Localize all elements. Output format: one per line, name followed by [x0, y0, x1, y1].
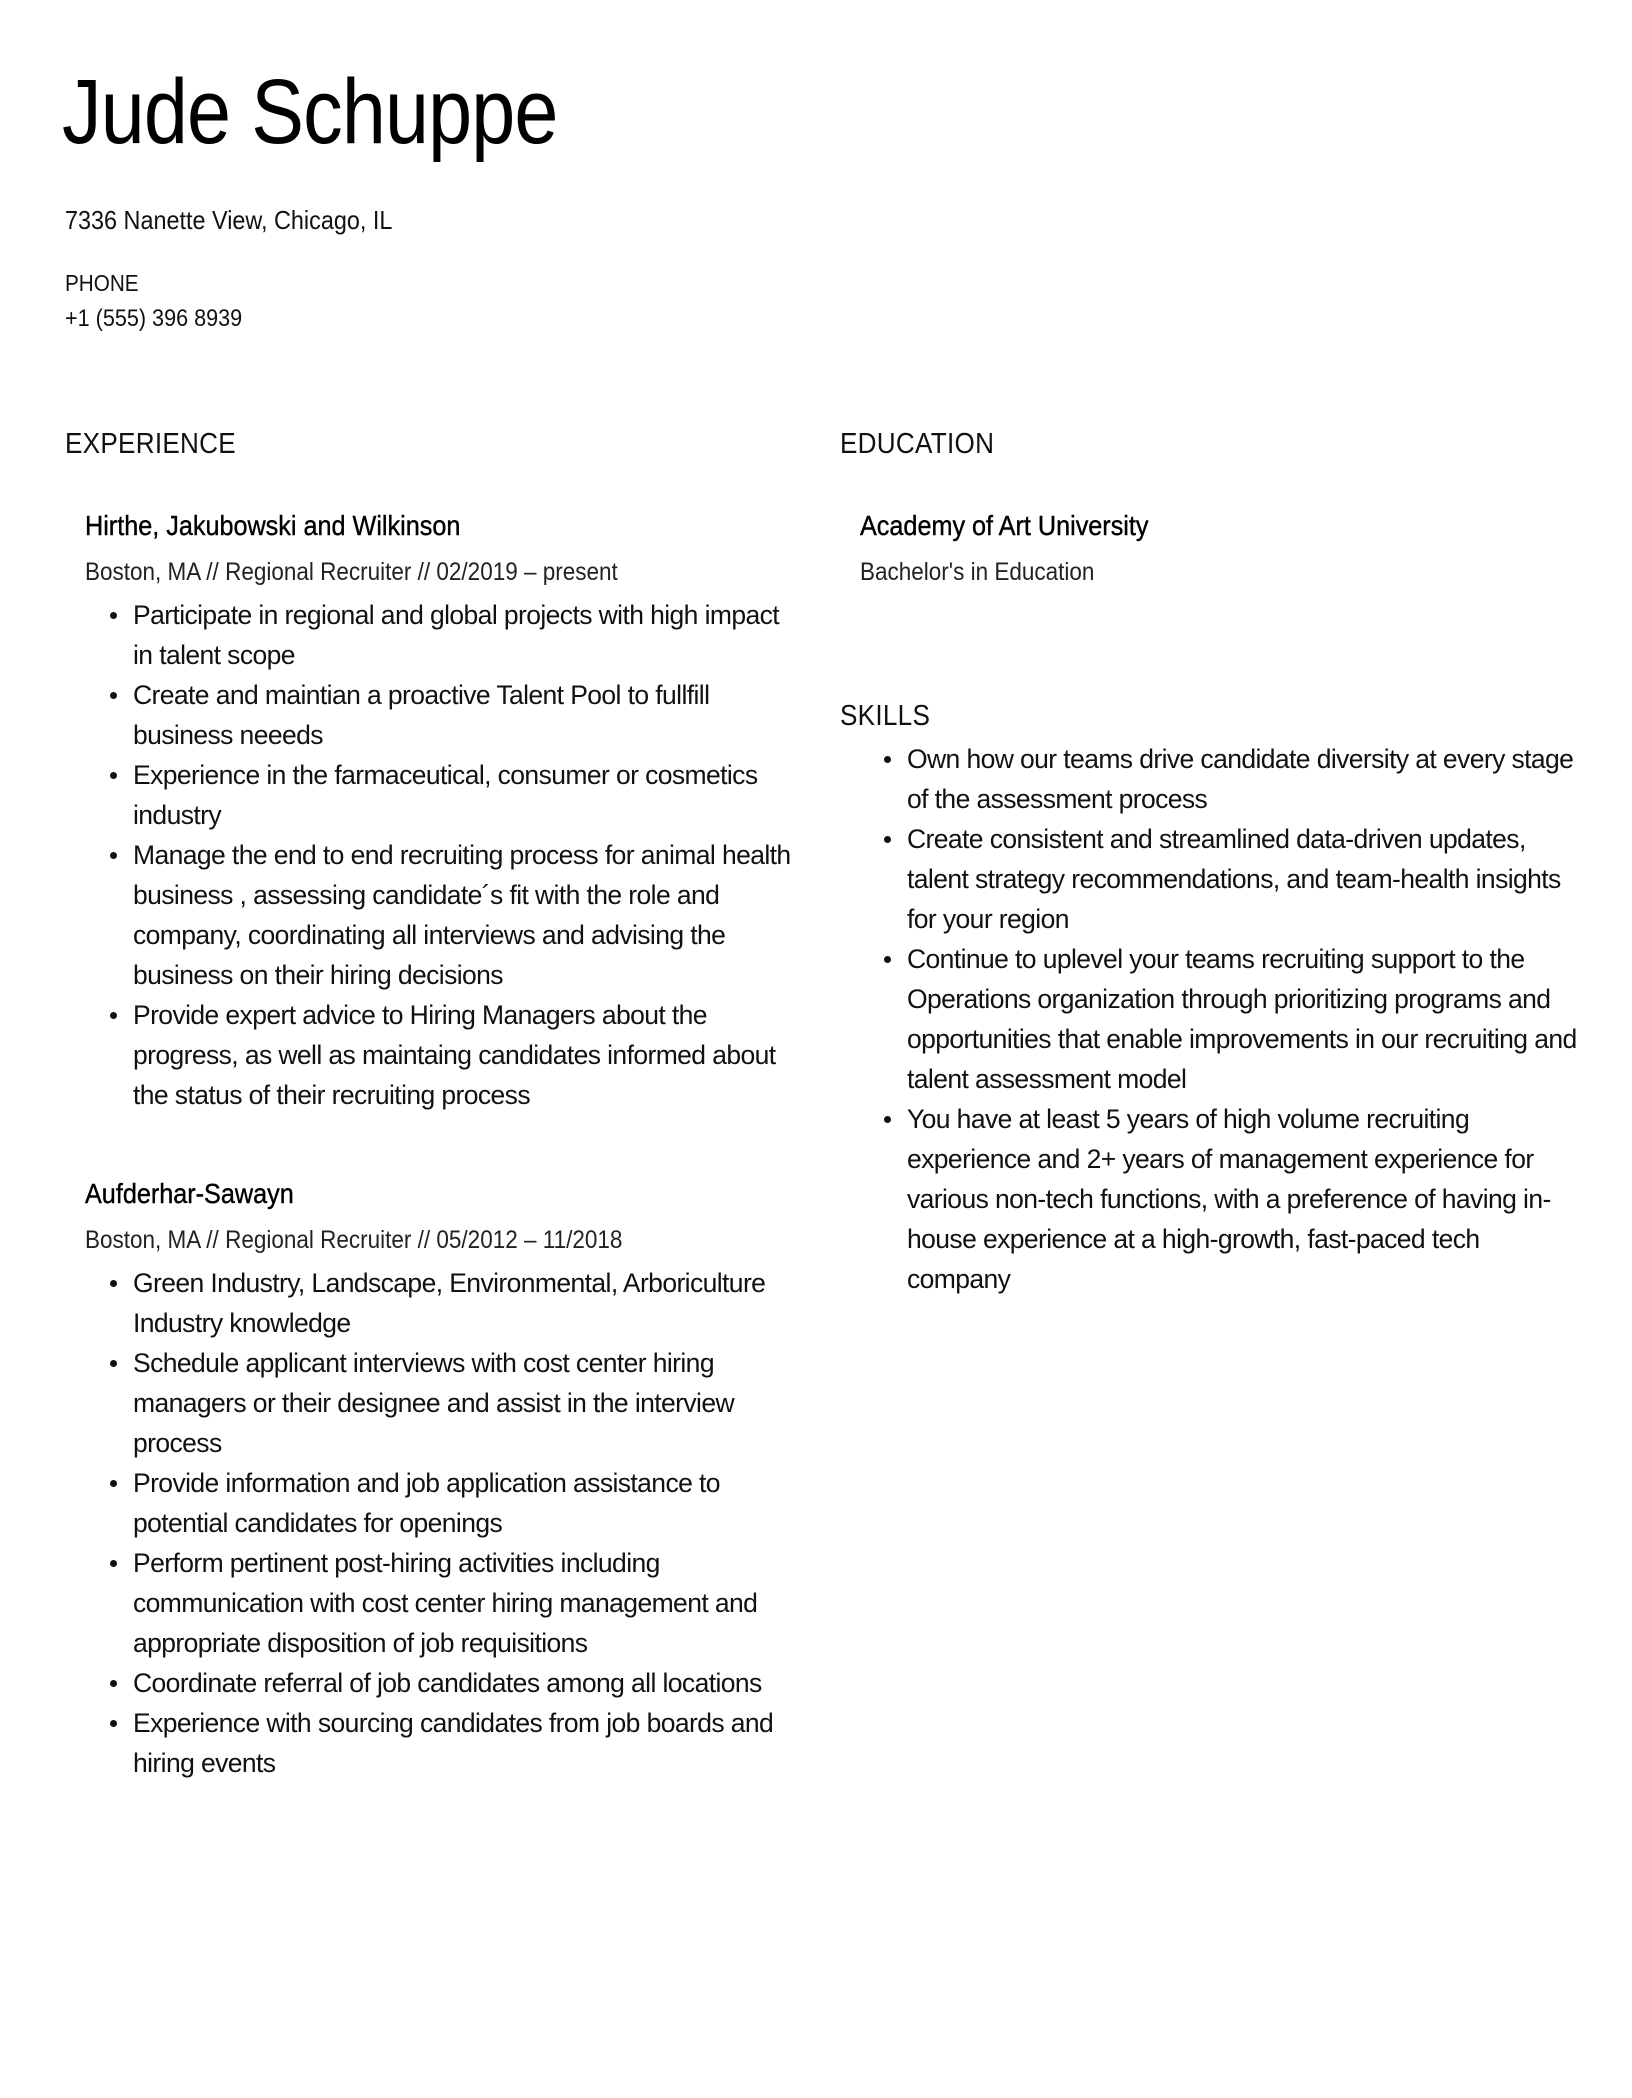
list-item [85, 675, 805, 755]
experience-entry [65, 1175, 805, 1783]
bullet-icon [110, 772, 117, 779]
experience-entry [65, 507, 805, 1115]
candidate-name: Jude Schuppe [62, 61, 558, 163]
bullet-icon [884, 956, 891, 963]
job-meta: Boston, MA // Regional Recruiter // 02/2019 – present [85, 558, 618, 586]
bullet-icon [884, 1116, 891, 1123]
list-item [85, 595, 805, 675]
bullet-icon [110, 1280, 117, 1287]
skill-text: Continue to uplevel your teams recruiting support to the Operations organization through prioritizing programs and opportunities that enable improvements in our recruiting and talent assessment model [907, 944, 1577, 1094]
bullet-text: Create and maintian a proactive Talent Pool to fullfill business neeeds [133, 680, 710, 750]
education-entry [840, 507, 1580, 591]
bullet-text: Provide expert advice to Hiring Managers about the progress, as well as maintaing candidates informed about the status of their recruiting process [133, 1000, 776, 1110]
bullet-icon [110, 852, 117, 859]
degree: Bachelor's in Education [860, 558, 1095, 586]
address: 7336 Nanette View, Chicago, IL [65, 205, 393, 235]
list-item [85, 1703, 805, 1783]
school-name: Academy of Art University [860, 510, 1149, 541]
list-item [85, 1463, 805, 1543]
list-item [840, 819, 1580, 939]
job-meta: Boston, MA // Regional Recruiter // 05/2012 – 11/2018 [85, 1226, 623, 1254]
list-item [85, 1343, 805, 1463]
experience-heading: EXPERIENCE [65, 428, 236, 460]
list-item [85, 1663, 805, 1703]
bullet-icon [110, 1720, 117, 1727]
list-item [85, 755, 805, 835]
company-name: Aufderhar-Sawayn [85, 1178, 294, 1209]
bullet-icon [110, 1012, 117, 1019]
list-item [840, 939, 1580, 1099]
skills-heading: SKILLS [840, 700, 931, 732]
job-bullet-list [85, 1263, 805, 1783]
skill-text: Create consistent and streamlined data-driven updates, talent strategy recommendations, and team-health insights for your region [907, 824, 1561, 934]
bullet-icon [110, 1560, 117, 1567]
list-item [85, 1543, 805, 1663]
list-item [840, 739, 1580, 819]
phone-number: +1 (555) 396 8939 [65, 305, 243, 332]
bullet-icon [110, 692, 117, 699]
list-item [840, 1099, 1580, 1299]
list-item [85, 995, 805, 1115]
bullet-text: Participate in regional and global projects with high impact in talent scope [133, 600, 780, 670]
bullet-text: Coordinate referral of job candidates among all locations [133, 1668, 762, 1698]
bullet-text: Manage the end to end recruiting process for animal health business , assessing candidate´s fit with the role and company, coordinating all interviews and advising the business on their hiring decisions [133, 840, 791, 990]
job-bullet-list [85, 595, 805, 1115]
bullet-text: Schedule applicant interviews with cost center hiring managers or their designee and assist in the interview process [133, 1348, 734, 1458]
bullet-text: Experience with sourcing candidates from job boards and hiring events [133, 1708, 774, 1778]
phone-label: PHONE [65, 270, 139, 296]
company-name: Hirthe, Jakubowski and Wilkinson [85, 510, 461, 541]
bullet-icon [884, 756, 891, 763]
bullet-icon [110, 1480, 117, 1487]
bullet-icon [884, 836, 891, 843]
bullet-icon [110, 1360, 117, 1367]
skill-text: You have at least 5 years of high volume recruiting experience and 2+ years of management experience for various non-tech functions, with a preference of having in-house experience at a high-growth, fast-paced tech company [907, 1104, 1551, 1294]
education-heading: EDUCATION [840, 428, 995, 460]
bullet-text: Perform pertinent post-hiring activities including communication with cost center hiring management and appropriate disposition of job requisitions [133, 1548, 758, 1658]
skills-list [840, 739, 1580, 1299]
bullet-icon [110, 612, 117, 619]
experience-section [65, 425, 805, 1783]
bullet-icon [110, 1680, 117, 1687]
right-column [840, 425, 1580, 1299]
list-item [85, 835, 805, 995]
list-item [85, 1263, 805, 1343]
bullet-text: Experience in the farmaceutical, consumer or cosmetics industry [133, 760, 758, 830]
bullet-text: Green Industry, Landscape, Environmental, Arboriculture Industry knowledge [133, 1268, 766, 1338]
skill-text: Own how our teams drive candidate diversity at every stage of the assessment process [907, 744, 1574, 814]
bullet-text: Provide information and job application assistance to potential candidates for openings [133, 1468, 720, 1538]
